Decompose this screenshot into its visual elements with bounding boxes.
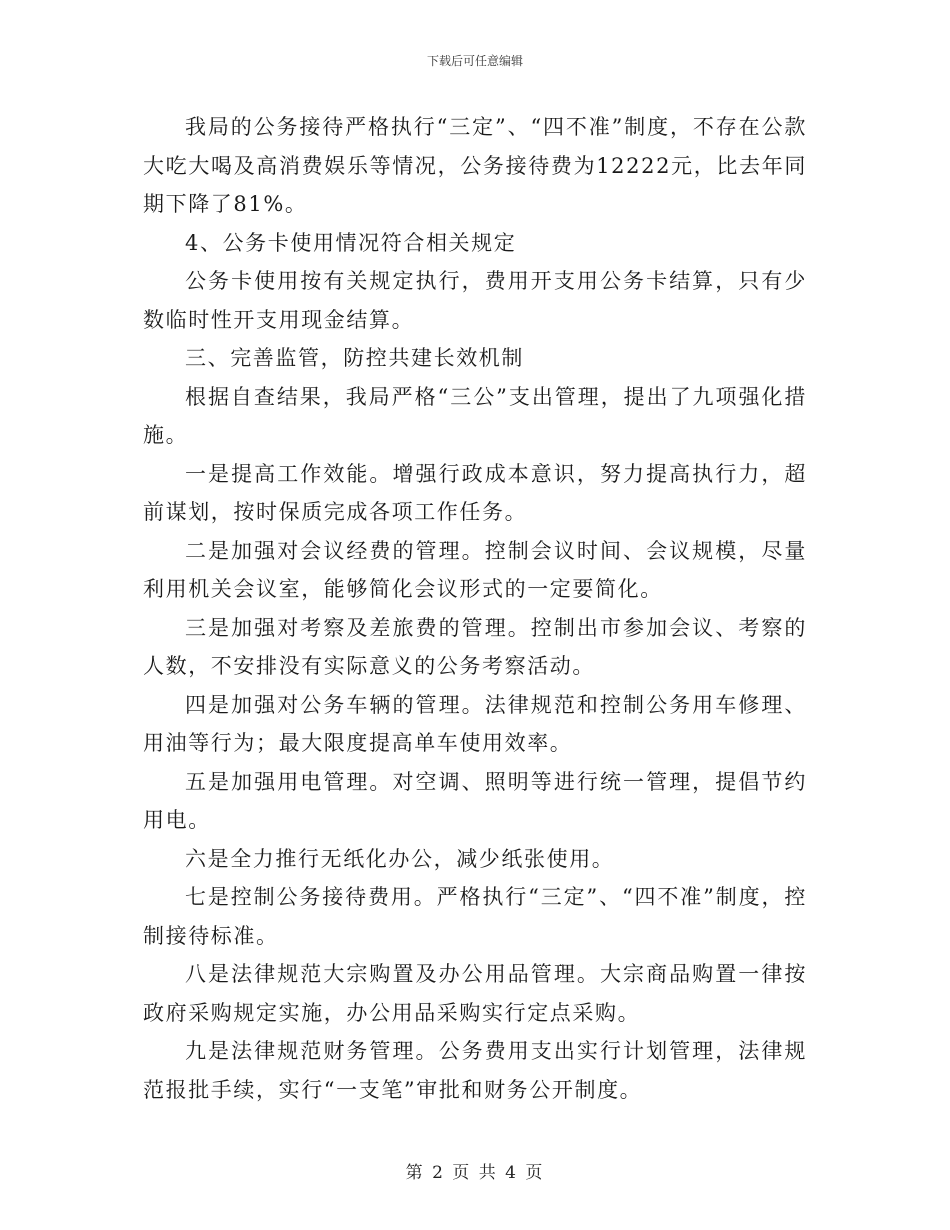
section-heading: 三、完善监管，防控共建长效机制 xyxy=(185,346,524,370)
paragraph: 公务卡使用按有关规定执行，费用开支用公务卡结算，只有少数临时性开支用现金结算。 xyxy=(143,269,807,332)
measure-item: 七是控制公务接待费用。严格执行“三定”、“四不准”制度，控制接待标准。 xyxy=(143,885,807,948)
measure-item: 四是加强对公务车辆的管理。法律规范和控制公务用车修理、用油等行为；最大限度提高单车使用效率。 xyxy=(143,692,807,755)
measure-item: 一是提高工作效能。增强行政成本意识，努力提高执行力，超前谋划，按时保质完成各项工作任务。 xyxy=(143,461,807,524)
measure-item: 六是全力推行无纸化办公，减少纸张使用。 xyxy=(185,846,615,871)
page-number-footer: 第 2 页 共 4 页 xyxy=(405,1163,545,1183)
paragraph: 根据自查结果，我局严格“三公”支出管理，提出了九项强化措施。 xyxy=(143,384,807,447)
measure-item: 三是加强对考察及差旅费的管理。控制出市参加会议、考察的人数，不安排没有实际意义的公务考察活动。 xyxy=(143,615,807,678)
page-header: 下载后可任意编辑 xyxy=(426,54,523,68)
document-body xyxy=(143,108,807,1109)
measure-item: 九是法律规范财务管理。公务费用支出实行计划管理，法律规范报批手续，实行“一支笔”审批和财务公开制度。 xyxy=(143,1039,807,1102)
paragraph: 我局的公务接待严格执行“三定”、“四不准”制度，不存在公款大吃大喝及高消费娱乐等情况，公务接待费为12222元，比去年同期下降了81%。 xyxy=(143,115,807,216)
measure-item: 二是加强对会议经费的管理。控制会议时间、会议规模，尽量利用机关会议室，能够简化会议形式的一定要简化。 xyxy=(143,538,807,601)
measure-item: 八是法律规范大宗购置及办公用品管理。大宗商品购置一律按政府采购规定实施，办公用品采购实行定点采购。 xyxy=(143,962,807,1025)
measure-item: 五是加强用电管理。对空调、照明等进行统一管理，提倡节约用电。 xyxy=(143,769,807,832)
section-heading: 4、公务卡使用情况符合相关规定 xyxy=(185,230,517,255)
